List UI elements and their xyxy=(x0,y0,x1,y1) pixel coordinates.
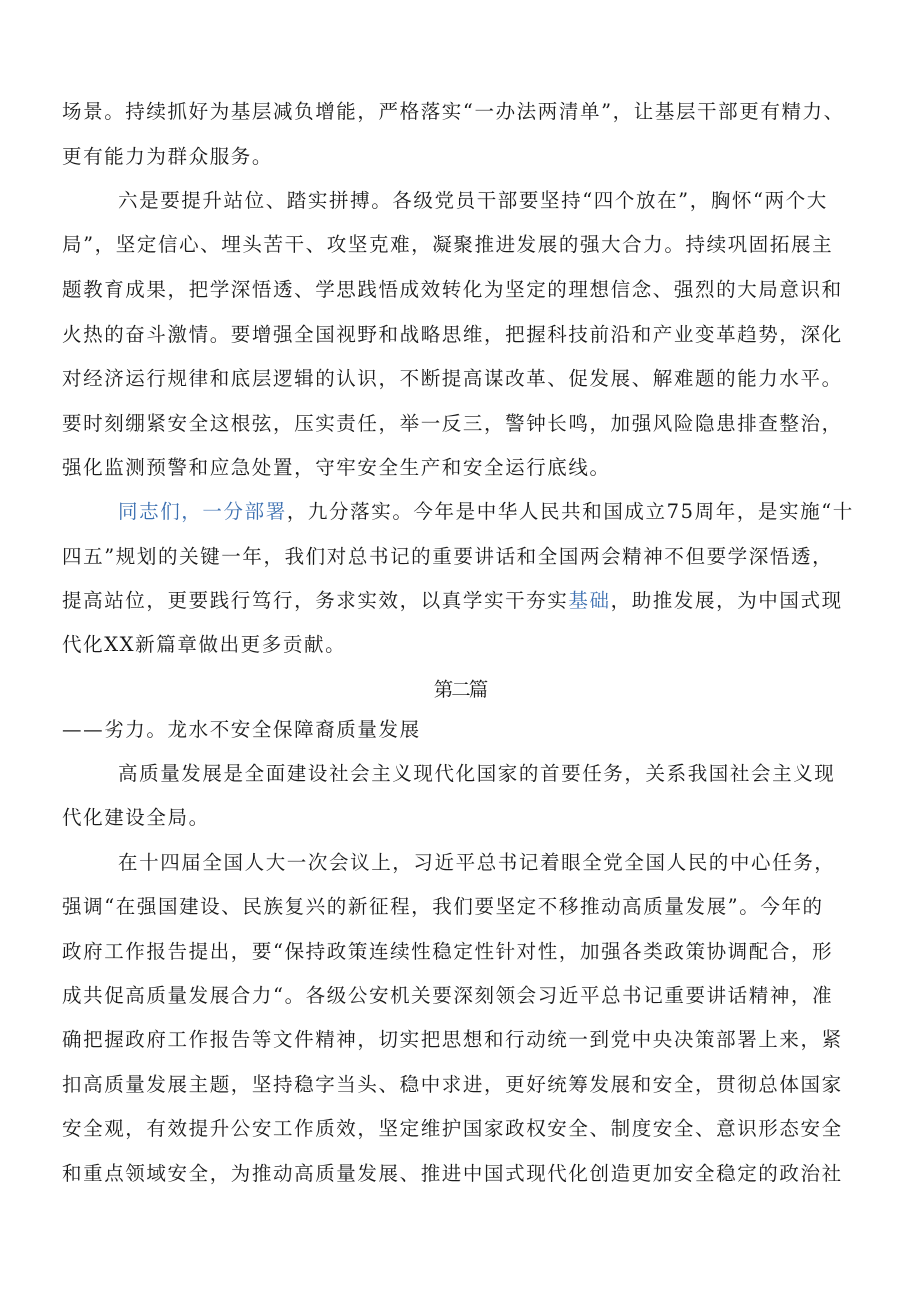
closing-line-4: 代化XX新篇章做出更多贡献。 xyxy=(62,633,347,656)
closing-line-1-rest: ，九分落实。今年是中华人民共和国成立75周年，是实施“十 xyxy=(286,500,854,523)
closing-line-3-start: 提高站位，更要践行笃行，务求实效，以真学实干夯实 xyxy=(62,589,569,612)
section-six-line-2: 局”，坚定信心、埋头苦干、攻坚克难，凝聚推进发展的强大合力。持续巩固拓展主 xyxy=(62,233,834,256)
part2-p2-line-3: 政府工作报告提出，要“保持政策连续性稳定性针对性，加强各类政策协调配合，形 xyxy=(62,940,834,963)
intro-line-1: 场景。持续抓好为基层减负增能，严格落实“一办法两清单”，让基层干部更有精力、 xyxy=(62,100,845,123)
intro-line-2: 更有能力为群众服务。 xyxy=(62,145,274,168)
closing-accent-word-2: 基础 xyxy=(568,589,611,612)
section-title: 第二篇 xyxy=(433,678,487,701)
closing-line-1 xyxy=(118,497,854,527)
part2-p2-line-6: 扣高质量发展主题，坚持稳字当头、稳中求进，更好统筹发展和安全，贯彻总体国家 xyxy=(62,1073,843,1096)
closing-line-2: 四五”规划的关键一年，我们对总书记的重要讲话和全国两会精神不但要学深悟透， xyxy=(62,545,834,568)
section-six-line-1: 六是要提升站位、踏实拼搏。各级党员干部要坚持“四个放在”，胸怀“两个大 xyxy=(118,189,828,212)
part2-p2-line-7: 安全观，有效提升公安工作质效，坚定维护国家政权安全、制度安全、意识形态安全 xyxy=(62,1117,843,1140)
part2-p2-line-1: 在十四届全国人大一次会议上，习近平总书记着眼全党全国人民的中心任务， xyxy=(118,851,836,874)
part2-p2-line-2: 强调“在强国建设、民族复兴的新征程，我们要坚定不移推动高质量发展”。今年的 xyxy=(62,895,824,918)
part2-p1-line-1: 高质量发展是全面建设社会主义现代化国家的首要任务，关系我国社会主义现 xyxy=(118,762,836,785)
closing-line-3 xyxy=(62,586,843,616)
part2-p2-line-8: 和重点领域安全，为推动高质量发展、推进中国式现代化创造更加安全稳定的政治社 xyxy=(62,1162,843,1185)
closing-line-3-rest: ，助推发展，为中国式现 xyxy=(610,589,843,612)
section-subtitle: ——劣力。龙水不安全保障裔质量发展 xyxy=(62,718,421,741)
part2-p2-line-4: 成共促高质量发展合力“。各级公安机关要深刻领会习近平总书记重要讲话精神，准 xyxy=(62,984,834,1007)
section-six-line-4: 火热的奋斗激情。要增强全国视野和战略思维，把握科技前沿和产业变革趋势，深化 xyxy=(62,323,843,346)
part2-p1-line-2: 代化建设全局。 xyxy=(62,806,210,829)
section-six-line-3: 题教育成果，把学深悟透、学思践悟成效转化为坚定的理想信念、强烈的大局意识和 xyxy=(62,278,843,301)
section-six-line-5: 对经济运行规律和底层逻辑的认识，不断提高谋改革、促发展、解难题的能力水平。 xyxy=(62,367,843,390)
closing-accent-prefix: 同志们，一分 xyxy=(118,500,245,523)
section-six-line-7: 强化监测预警和应急处置，守牢安全生产和安全运行底线。 xyxy=(62,456,611,479)
section-six-line-6: 要时刻绷紧安全这根弦，压实责任，举一反三，警钟长鸣，加强风险隐患排查整治， xyxy=(62,412,843,435)
part2-p2-line-5: 确把握政府工作报告等文件精神，切实把思想和行动统一到党中央决策部署上来，紧 xyxy=(62,1028,843,1051)
closing-accent-word-1: 部署 xyxy=(244,500,287,523)
